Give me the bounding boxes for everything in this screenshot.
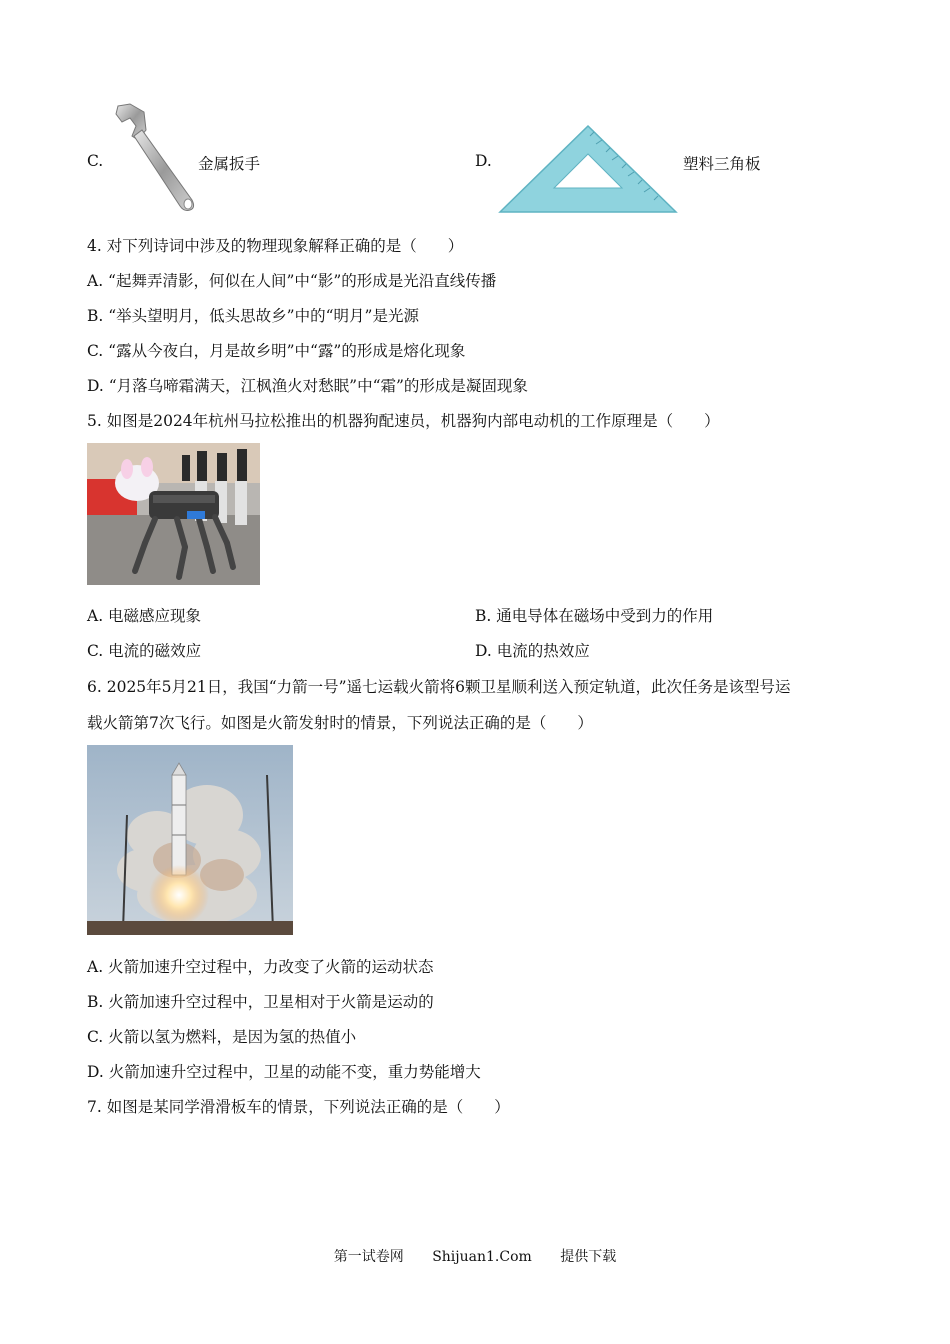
q6-option-a: A. 火箭加速升空过程中，力改变了火箭的运动状态 [87,958,434,976]
footer-site-cn: 第一试卷网 [333,1249,404,1265]
q6-stem-line1: 6. 2025年5月21日，我国“力箭一号”遥七运载火箭将6颗卫星顺利送入预定轨道，此次任务是该型号运 [87,678,791,696]
option-c-letter: C. [87,152,104,170]
q6-option-b: B. 火箭加速升空过程中，卫星相对于火箭是运动的 [87,993,434,1011]
page-footer [0,1246,950,1266]
option-d-label: 塑料三角板 [683,155,761,173]
option-c-label: 金属扳手 [198,155,261,173]
rocket-launch-photo [87,745,293,935]
q6-stem-line2: 载火箭第7次飞行。如图是火箭发射时的情景，下列说法正确的是（ ） [87,714,593,732]
q6-option-c: C. 火箭以氢为燃料，是因为氢的热值小 [87,1028,357,1046]
q4-option-c: C. “露从今夜白，月是故乡明”中“露”的形成是熔化现象 [87,342,466,360]
q4-option-b: B. “举头望明月，低头思故乡”中的“明月”是光源 [87,307,419,325]
q5-option-c: C. 电流的磁效应 [87,642,202,660]
q4-stem: 4. 对下列诗词中涉及的物理现象解释正确的是（ ） [87,237,464,255]
q5-stem: 5. 如图是2024年杭州马拉松推出的机器狗配速员，机器狗内部电动机的工作原理是（ ） [87,412,720,430]
q5-option-d: D. 电流的热效应 [475,642,590,660]
robot-dog-photo [87,443,260,585]
footer-site-en[interactable]: Shijuan1.Com [432,1249,532,1265]
q7-stem: 7. 如图是某同学滑滑板车的情景，下列说法正确的是（ ） [87,1098,510,1116]
q6-option-d: D. 火箭加速升空过程中，卫星的动能不变，重力势能增大 [87,1063,481,1081]
q5-option-a: A. 电磁感应现象 [87,607,202,625]
q5-option-b: B. 通电导体在磁场中受到力的作用 [475,607,714,625]
footer-note: 提供下载 [560,1249,617,1265]
q4-option-a: A. “起舞弄清影，何似在人间”中“影”的形成是光沿直线传播 [87,272,497,290]
q4-option-d: D. “月落乌啼霜满天，江枫渔火对愁眠”中“霜”的形成是凝固现象 [87,377,528,395]
set-square-image [498,122,678,214]
option-d-letter: D. [475,152,492,170]
wrench-image [100,100,200,215]
